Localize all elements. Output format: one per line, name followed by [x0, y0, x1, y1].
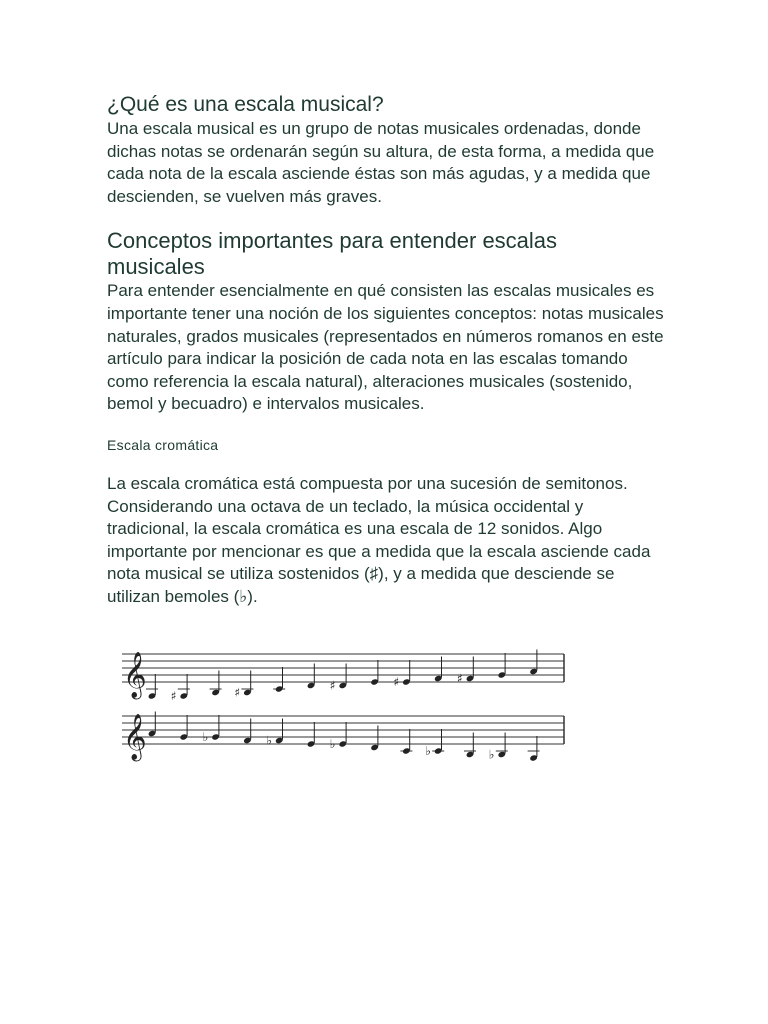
- sharp-sign: ♯: [170, 689, 177, 703]
- flat-sign: ♭: [329, 737, 336, 751]
- paragraph-conceptos: Para entender esencialmente en qué consisten las escalas musicales es importante tener una noción de los siguientes conceptos: notas musicales naturales, grados musicales (representados en números romanos en este artículo para indicar la posición de cada nota en las escalas tomando como referencia la escala natural), alteraciones musicales (sostenido, bemol y becuadro) e intervalos musicales.: [107, 281, 664, 414]
- flat-sign: ♭: [488, 747, 495, 762]
- sharp-sign: ♯: [234, 685, 241, 700]
- flat-sign: ♭: [266, 733, 272, 748]
- heading-conceptos: Conceptos importantes para entender escalas musicales: [107, 228, 558, 280]
- sharp-sign: ♯: [393, 675, 400, 689]
- paragraph-escala-cromatica: La escala cromática está compuesta por una sucesión de semitonos. Considerando una octava de un teclado, la música occidental y tradicional, la escala cromática es una escala de 12 sonidos. Algo importante por mencionar es que a medida que la escala asciende cada nota musical se utiliza sostenidos (♯), y a medida que desciende se utilizan bemoles (♭).: [107, 473, 651, 606]
- paragraph-definicion: Una escala musical es un grupo de notas musicales ordenadas, donde dichas notas se ordenarán según su altura, de esta forma, a medida que cada nota de la escala asciende éstas son más agudas, y a medida que descienden, se vuelven más graves.: [107, 119, 655, 206]
- treble-clef: 𝄞: [123, 714, 147, 760]
- heading-que-es-escala: ¿Qué es una escala musical?: [107, 93, 384, 116]
- treble-clef: 𝄞: [123, 652, 147, 698]
- descending-chromatic-staff: [120, 704, 570, 762]
- flat-sign: ♭: [425, 744, 431, 758]
- heading-escala-cromatica: Escala cromática: [107, 436, 219, 453]
- sharp-sign: ♯: [329, 678, 336, 693]
- document-page: [107, 92, 667, 609]
- flat-sign: ♭: [202, 730, 209, 744]
- sharp-sign: ♯: [457, 671, 463, 686]
- ascending-chromatic-staff: [120, 642, 570, 703]
